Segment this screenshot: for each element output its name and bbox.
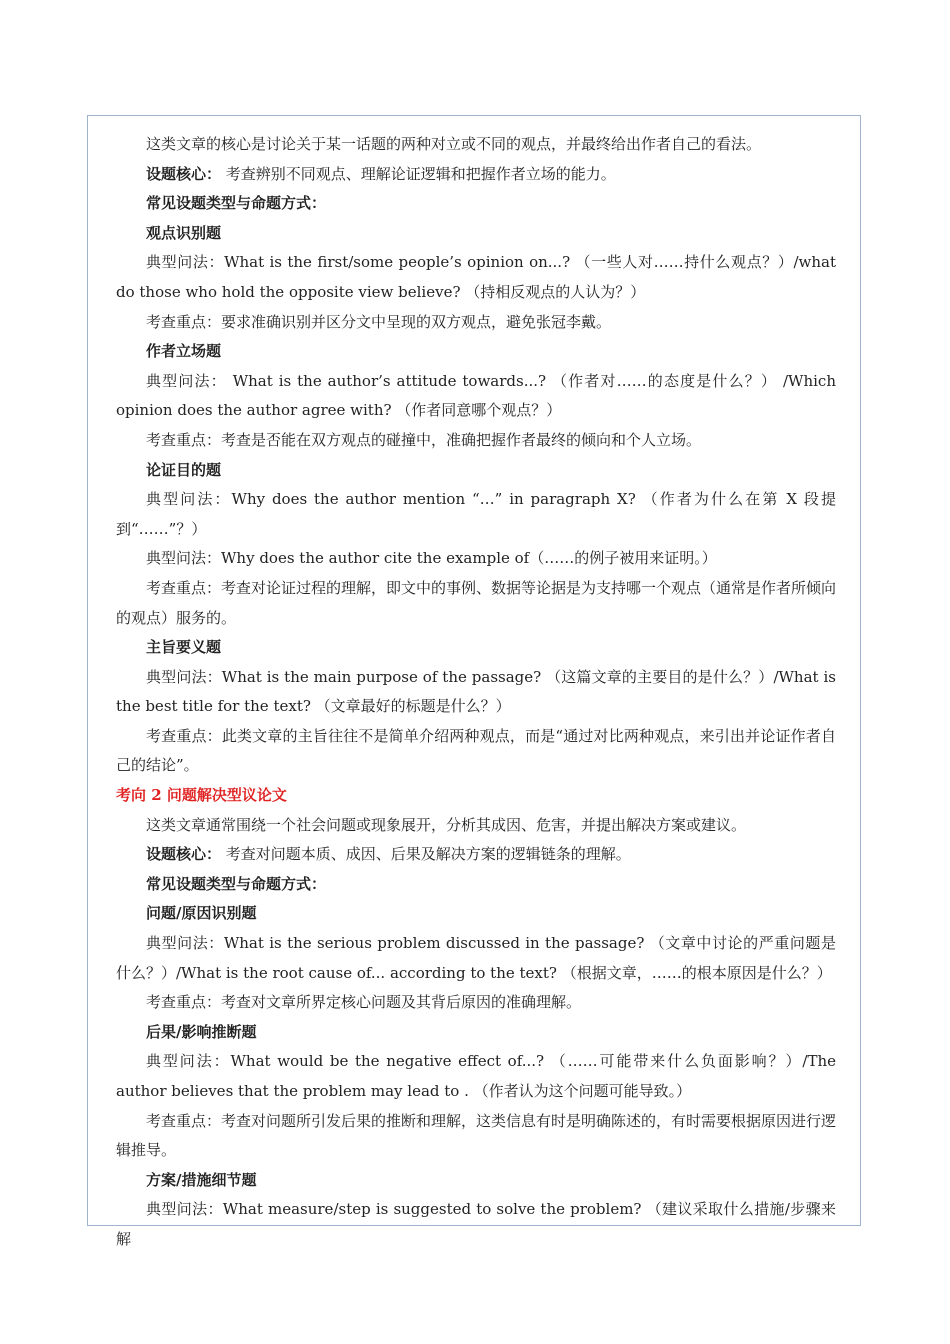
s1-q2-focus: 考查重点：考查是否能在双方观点的碰撞中，准确把握作者最终的倾向和个人立场。 <box>146 430 702 449</box>
section2-heading: 考向 2 问题解决型议论文 <box>116 786 287 805</box>
s2-q2-focus: 考查重点：考查对问题所引发后果的推断和理解，这类信息有时是明确陈述的，有时需要根据原因进行逻辑推导。 <box>116 1111 837 1160</box>
section2-core-text: 考查对问题本质、成因、后果及解决方案的逻辑链条的理解。 <box>221 845 631 864</box>
section2-intro: 这类文章通常围绕一个社会问题或现象展开，分析其成因、危害，并提出解决方案或建议。 <box>146 815 747 834</box>
s1-q2-ask: 典型问法： What is the author’s attitude towards...? （作者对……的态度是什么？） /Which opinion does the author agree with? （作者同意哪个观点？） <box>116 371 836 420</box>
s1-q4-ask: 典型问法：What is the main purpose of the passage? （这篇文章的主要目的是什么？）/What is the best title for the text? （文章最好的标题是什么？） <box>116 667 836 716</box>
section2-types-heading: 常见设题类型与命题方式： <box>146 874 327 893</box>
s2-q1-title: 问题/原因识别题 <box>146 904 257 923</box>
s1-q4-title: 主旨要义题 <box>146 638 222 657</box>
section2-core-label: 设题核心： <box>146 845 222 864</box>
s2-q1-focus: 考查重点：考查对文章所界定核心问题及其背后原因的准确理解。 <box>146 993 582 1012</box>
s1-q3-ask2: 典型问法：Why does the author cite the example of（……的例子被用来证明。） <box>146 549 717 568</box>
s2-q1-ask: 典型问法：What is the serious problem discussed in the passage? （文章中讨论的严重问题是什么？）/What is the root cause of... according to the text? （根据文章，……的根本原因是什么？） <box>116 934 836 982</box>
section1-core <box>116 160 836 190</box>
s2-q2-title: 后果/影响推断题 <box>146 1022 257 1041</box>
s1-q1-title: 观点识别题 <box>146 223 222 242</box>
s2-q3-ask: 典型问法：What measure/step is suggested to solve the problem? （建议采取什么措施/步骤来解 <box>116 1200 836 1248</box>
section2-core <box>116 840 836 870</box>
s1-q3-focus: 考查重点：考查对论证过程的理解，即文中的事例、数据等论据是为支持哪一个观点（通常是作者所倾向的观点）服务的。 <box>116 578 837 627</box>
s1-q3-title: 论证目的题 <box>146 460 222 479</box>
s2-q2-ask: 典型问法：What would be the negative effect of...? （……可能带来什么负面影响？）/The author believes that the problem may lead to . （作者认为这个问题可能导致。） <box>116 1052 836 1100</box>
document-body <box>116 130 836 1255</box>
s1-q2-title: 作者立场题 <box>146 342 222 361</box>
s1-q4-focus: 考查重点：此类文章的主旨往往不是简单介绍两种观点，而是“通过对比两种观点，来引出并论证作者自己的结论”。 <box>116 726 836 775</box>
s1-q1-ask: 典型问法：What is the first/some people’s opinion on...? （一些人对……持什么观点？）/what do those who hold the opposite view believe? （持相反观点的人认为？） <box>116 253 836 301</box>
section1-core-text: 考查辨别不同观点、理解论证逻辑和把握作者立场的能力。 <box>221 164 616 183</box>
content-frame <box>87 115 861 1248</box>
section1-core-label: 设题核心： <box>146 164 222 183</box>
section1-types-heading: 常见设题类型与命题方式： <box>146 194 327 213</box>
s1-q3-ask1: 典型问法：Why does the author mention “…” in paragraph X? （作者为什么在第 X 段提到“……”？） <box>116 490 836 538</box>
s1-q1-focus: 考查重点：要求准确识别并区分文中呈现的双方观点，避免张冠李戴。 <box>146 312 612 331</box>
s2-q3-title: 方案/措施细节题 <box>146 1170 257 1189</box>
section1-intro: 这类文章的核心是讨论关于某一话题的两种对立或不同的观点，并最终给出作者自己的看法。 <box>146 135 762 153</box>
